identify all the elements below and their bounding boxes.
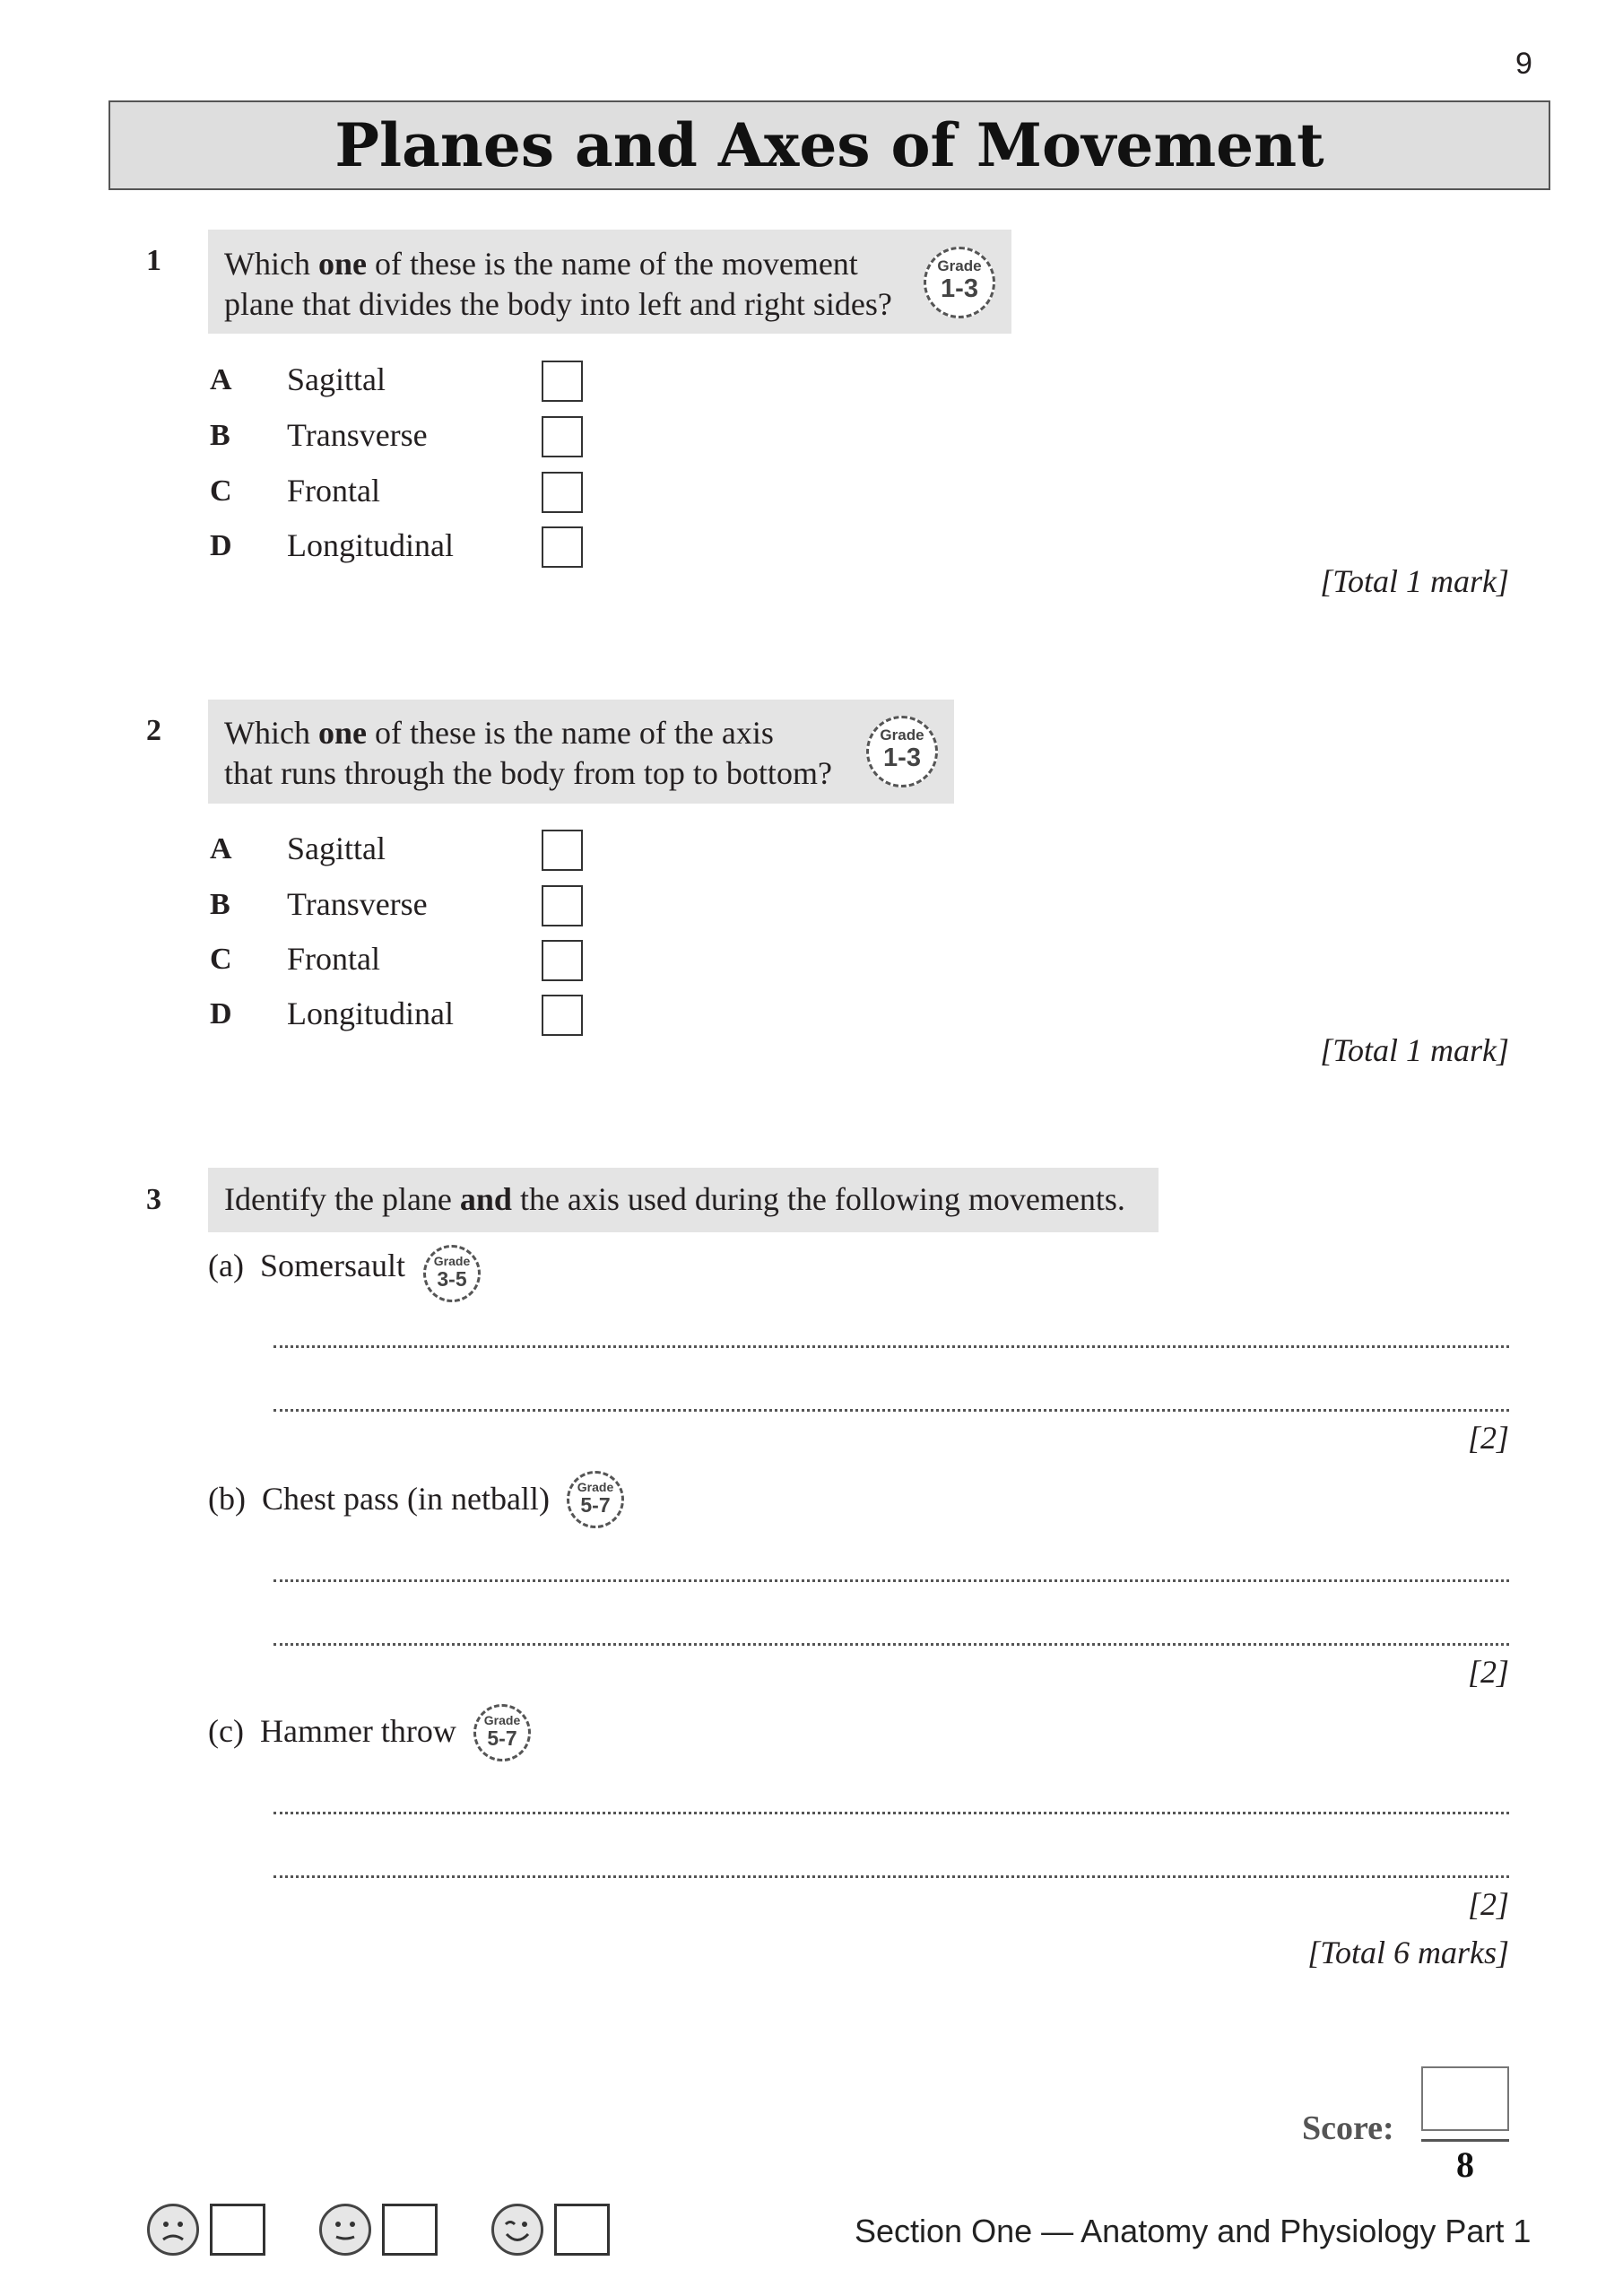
part-marks: [2] — [1467, 1420, 1509, 1456]
part-letter: (a) — [208, 1248, 244, 1283]
score-total: 8 — [1456, 2144, 1474, 2185]
page-number: 9 — [1515, 47, 1532, 81]
footer-section-title: Section One — Anatomy and Physiology Part 1 — [855, 2213, 1532, 2249]
grade-word: Grade — [483, 1713, 521, 1727]
option-letter: B — [210, 888, 230, 921]
score-input[interactable] — [1421, 2066, 1509, 2131]
question-number: 3 — [146, 1183, 161, 1216]
option-label: Transverse — [287, 886, 428, 922]
option-letter: A — [210, 832, 232, 865]
question-text-emphasis: one — [317, 715, 367, 751]
grade-badge-icon — [567, 1471, 624, 1528]
option-letter: C — [210, 474, 232, 508]
option-letter: C — [210, 943, 232, 976]
total-marks: [Total 6 marks] — [1307, 1935, 1509, 1970]
self-rating-checkbox[interactable] — [210, 2204, 265, 2256]
happy-face-icon — [491, 2204, 543, 2256]
question-text-part: Identify the plane — [224, 1181, 460, 1217]
question-text-part: of these is the name of the axis — [366, 715, 774, 751]
question-text-part: Which — [224, 715, 318, 751]
part-label — [208, 1712, 456, 1750]
sad-face-icon — [147, 2204, 199, 2256]
question-text-emphasis: one — [317, 246, 367, 282]
page-title: Planes and Axes of Movement — [334, 110, 1324, 180]
answer-line[interactable] — [273, 1345, 1509, 1348]
question-text-emphasis: and — [459, 1181, 512, 1217]
grade-range: 3-5 — [437, 1267, 467, 1291]
question-text — [224, 244, 892, 325]
total-marks: [Total 1 mark] — [1320, 1032, 1509, 1068]
answer-checkbox[interactable] — [542, 361, 583, 402]
question-text — [224, 1179, 1125, 1220]
answer-checkbox[interactable] — [542, 885, 583, 926]
score-divider — [1421, 2139, 1509, 2142]
grade-badge-icon — [866, 716, 938, 787]
grade-word: Grade — [937, 257, 982, 274]
question-text-line: plane that divides the body into left and right sides? — [224, 286, 892, 322]
answer-line[interactable] — [273, 1579, 1509, 1582]
option-letter: B — [210, 419, 230, 452]
answer-checkbox[interactable] — [542, 416, 583, 457]
answer-checkbox[interactable] — [542, 940, 583, 981]
self-rating-checkbox[interactable] — [554, 2204, 610, 2256]
score-label: Score: — [1302, 2109, 1394, 2147]
grade-badge-icon — [924, 247, 995, 318]
question-text-line: that runs through the body from top to bottom? — [224, 755, 832, 791]
grade-range: 5-7 — [487, 1726, 517, 1750]
part-letter: (b) — [208, 1481, 246, 1517]
option-letter: D — [210, 529, 232, 562]
grade-word: Grade — [577, 1480, 614, 1494]
question-text-part: the axis used during the following movements. — [511, 1181, 1125, 1217]
answer-line[interactable] — [273, 1409, 1509, 1412]
answer-checkbox[interactable] — [542, 995, 583, 1036]
part-marks: [2] — [1467, 1654, 1509, 1690]
question-text — [224, 713, 832, 794]
option-label: Transverse — [287, 417, 428, 453]
answer-line[interactable] — [273, 1643, 1509, 1646]
part-label — [208, 1247, 405, 1284]
question-number: 1 — [146, 244, 161, 277]
part-text: Chest pass (in netball) — [261, 1481, 550, 1517]
question-text-part: of these is the name of the movement — [366, 246, 858, 282]
question-text-part: Which — [224, 246, 318, 282]
grade-badge-icon — [423, 1245, 481, 1302]
option-letter: A — [210, 363, 232, 396]
question-number: 2 — [146, 714, 161, 747]
option-letter: D — [210, 997, 232, 1031]
answer-checkbox[interactable] — [542, 526, 583, 568]
self-rating-checkbox[interactable] — [382, 2204, 438, 2256]
option-label: Frontal — [287, 941, 380, 977]
neutral-face-icon — [319, 2204, 371, 2256]
grade-range: 1-3 — [941, 274, 978, 303]
answer-line[interactable] — [273, 1812, 1509, 1814]
option-label: Sagittal — [287, 831, 386, 866]
part-text: Somersault — [259, 1248, 405, 1283]
option-label: Longitudinal — [287, 527, 454, 563]
option-label: Frontal — [287, 473, 380, 509]
grade-badge-icon — [473, 1704, 531, 1761]
part-label — [208, 1480, 550, 1518]
option-label: Longitudinal — [287, 996, 454, 1031]
part-marks: [2] — [1467, 1886, 1509, 1922]
part-text: Hammer throw — [259, 1713, 456, 1749]
grade-range: 5-7 — [580, 1493, 611, 1517]
answer-checkbox[interactable] — [542, 830, 583, 871]
part-letter: (c) — [208, 1713, 244, 1749]
option-label: Sagittal — [287, 361, 386, 397]
grade-word: Grade — [433, 1254, 471, 1268]
grade-word: Grade — [880, 726, 924, 744]
grade-range: 1-3 — [883, 744, 921, 772]
answer-checkbox[interactable] — [542, 472, 583, 513]
answer-line[interactable] — [273, 1875, 1509, 1878]
total-marks: [Total 1 mark] — [1320, 563, 1509, 599]
